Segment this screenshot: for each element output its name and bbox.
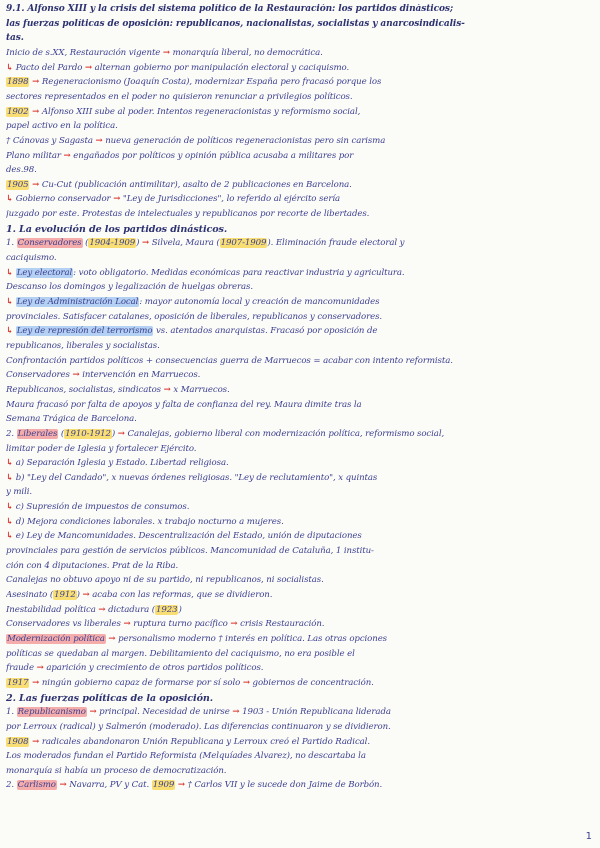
note-text: y mili. [6,487,33,498]
highlighted-term: 1923 [156,604,178,615]
note-text: dictadura ( [105,604,155,615]
note-text: fraude [6,663,37,674]
highlighted-term: 1912 [54,590,76,600]
note-line [6,502,594,513]
arrow-icon: ↳ [6,472,14,483]
note-text: e) Ley de Mancomunidades. Descentralización del Estado, unión de diputaciones [13,531,362,542]
arrow-icon: → [230,619,238,630]
note-text: 2. Las fuerzas políticas de la oposición. [6,692,214,704]
note-text: x Marruecos. [170,384,230,395]
note-line [6,487,594,498]
note-text: Silvela, Maura ( [149,238,220,249]
note-line [6,165,594,176]
note-line [6,546,594,557]
note-text: b) "Ley del Candado", x nuevas órdenes religiosas. "Ley de reclutamiento", x quintas [13,472,378,483]
note-text: ( [58,428,65,439]
arrow-icon: ↳ [6,531,14,542]
note-text: 1. [6,707,17,718]
note-text: republicanos, liberales y socialistas. [6,340,160,351]
arrow-icon: → [162,47,171,58]
arrow-icon: → [32,77,40,88]
note-text: intervención en Marruecos. [79,370,201,381]
note-text: Republicanos, socialistas, sindicatos [6,384,164,395]
note-text: principal. Necesidad de unirse [96,707,233,718]
note-line [6,121,594,132]
note-text: personalismo moderno † interés en política. Las otras opciones [115,633,387,644]
highlighted-term: 1904-1909 [89,238,136,249]
arrow-icon: → [117,428,125,439]
arrow-icon: ↳ [6,502,14,513]
highlighted-term: 1910-1912 [65,428,111,439]
arrow-icon: → [36,663,44,674]
arrow-icon: ↳ [6,516,14,527]
note-text: aparición y crecimiento de otros partidos políticos. [43,663,264,674]
note-line [6,107,594,118]
arrow-icon: → [242,677,250,688]
note-text: "Ley de Jurisdicciones", lo referido al ejército sería [120,194,340,205]
note-text: tas. [6,33,24,44]
note-text: caciquismo. [6,253,57,264]
note-text: gobiernos de concentración. [249,677,374,688]
note-line [6,326,594,337]
note-line [6,649,594,660]
note-line [6,575,594,586]
note-text: Los moderados fundan el Partido Reformista (Melquíades Álvarez), no descartaba la [6,751,366,762]
highlighted-term: 1898 [7,77,29,88]
note-line [6,473,594,484]
note-line [6,48,594,59]
arrow-icon: → [232,707,240,718]
note-text: crisis Restauración. [237,619,325,630]
highlighted-term: 1907-1909 [220,238,267,249]
highlighted-term: 1908 [7,736,29,747]
arrow-icon: → [63,150,71,161]
note-text: ) [111,428,118,439]
note-text: vs. atentados anarquistas. Fracasó por oposición de [153,326,378,337]
highlighted-term: Ley electoral [16,267,73,278]
note-text: 2. [6,428,17,439]
arrow-icon: → [82,590,90,600]
note-text: Pacto del Pardo [13,62,85,73]
note-line [6,297,594,308]
note-line [6,444,594,455]
note-text: Canalejas no obtuvo apoyo ni de su partido, ni republicanos, ni socialistas. [6,575,324,586]
note-line [6,268,594,279]
note-text: monarquía liberal, no democrática. [170,47,323,58]
note-text: † Carlos VII y le sucede don Jaime de Borbón. [184,780,383,791]
section-heading [6,224,594,235]
note-line [6,517,594,528]
arrow-icon: → [32,179,40,190]
arrow-icon: ↳ [6,297,14,307]
note-text: Inicio de s.XX, Restauración vigente [6,47,163,58]
note-text: Conservadores vs liberales [6,619,124,630]
note-text: 1. La evolución de los partidos dinásticos. [6,223,228,235]
highlighted-term: 1902 [7,106,29,117]
page-title [6,33,594,44]
note-line [6,356,594,367]
note-text: : mayor autonomía local y creación de mancomunidades [139,297,380,307]
note-text: ción con 4 diputaciones. Prat de la Riba. [6,560,179,571]
note-line [6,180,594,191]
note-line [6,77,594,88]
page-title [6,4,594,15]
highlighted-term: Carlismo [17,780,56,791]
note-line [6,341,594,352]
note-text: 2. [6,780,17,791]
arrow-icon: ↳ [6,194,14,205]
arrow-icon: → [32,736,40,747]
highlighted-term: Liberales [17,428,58,439]
section-heading [6,693,594,704]
note-text: 1903 - Unión Republicana liderada [239,707,391,718]
note-text: Confrontación partidos políticos + consecuencias guerra de Marruecos = acabar con intento reformista. [6,355,453,366]
note-line [6,209,594,220]
arrow-icon: → [89,707,97,718]
note-text: : voto obligatorio. Medidas económicas para reactivar industria y agricultura. [73,267,405,278]
note-line [6,590,594,601]
note-line [6,766,594,777]
note-text: Gobierno conservador [13,194,114,205]
note-text: Descanso los domingos y legalización de huelgas obreras. [6,282,253,293]
note-line [6,63,594,74]
note-text: Conservadores [6,370,73,381]
arrow-icon: ↳ [6,267,14,278]
arrow-icon: ↳ [6,62,14,73]
note-line [6,253,594,264]
arrow-icon: ↳ [6,458,14,469]
note-line [6,385,594,396]
note-text: ) [76,590,83,600]
note-line [6,136,594,147]
arrow-icon: → [32,677,40,688]
note-text: 1. [6,238,17,249]
note-line [6,751,594,762]
arrow-icon: ↳ [6,326,14,337]
arrow-icon: → [123,619,131,630]
highlighted-term: 1905 [7,179,29,190]
note-text: Navarra, PV y Cat. [66,780,152,791]
note-text: Alfonso XIII sube al poder. Intentos regeneracionistas y reformismo social, [39,106,361,117]
note-text: monarquía si había un proceso de democratización. [6,765,227,776]
highlighted-term: Ley de Administración Local [16,297,139,307]
note-line [6,282,594,293]
note-text: ). Eliminación fraude electoral y [267,238,405,249]
note-text: † Cánovas y Sagasta [6,135,96,146]
note-text: ) [136,238,143,249]
note-text: des.98. [6,165,37,176]
note-line [6,678,594,689]
arrow-icon: → [32,106,40,117]
note-line [6,312,594,323]
note-line [6,737,594,748]
note-text: políticas se quedaban al margen. Debilitamiento del caciquismo, no era posible el [6,648,355,659]
arrow-icon: → [177,780,185,791]
note-text: d) Mejora condiciones laborales. x trabajo nocturno a mujeres. [13,516,284,527]
note-text: Canalejas, gobierno liberal con modernización política, reformismo social, [124,428,445,439]
note-text: radicales abandonaron Unión Republicana y Lerroux creó el Partido Radical. [39,736,370,747]
note-text: Asesinato ( [6,590,54,600]
arrow-icon: → [98,604,106,615]
highlighted-term: Ley de represión del terrorismo [16,326,153,337]
note-text: Plano militar [6,150,64,161]
note-text: a) Separación Iglesia y Estado. Libertad religiosa. [13,458,229,469]
note-line [6,531,594,542]
note-line [6,414,594,425]
note-line [6,238,594,249]
note-line [6,561,594,572]
note-line [6,722,594,733]
note-text: Semana Trágica de Barcelona. [6,414,137,425]
note-text: c) Supresión de impuestos de consumos. [13,502,190,513]
note-text: Maura fracasó por falta de apoyos y falta de confianza del rey. Maura dimite tras la [6,399,362,410]
note-line [6,780,594,791]
note-text: 9.1. Alfonso XIII y la crisis del sistema político de la Restauración: los partidos dinásticos; [6,4,454,14]
highlighted-term: 1917 [7,677,29,688]
note-text: juzgado por este. Protestas de intelectuales y republicanos por recorte de libertades. [6,209,370,220]
note-line [6,458,594,469]
note-text: nueva generación de políticos regeneracionistas pero sin carisma [102,135,386,146]
note-text: Regeneracionismo (Joaquín Costa), modernizar España pero fracasó porque los [39,77,382,88]
arrow-icon: → [108,633,116,644]
arrow-icon: → [59,780,67,791]
highlighted-term: Republicanismo [17,707,86,718]
note-line [6,707,594,718]
highlighted-term: Conservadores [17,238,82,249]
highlighted-term: 1909 [152,780,175,791]
note-text: ruptura turno pacífico [130,619,231,630]
note-line [6,400,594,411]
arrow-icon: → [95,135,103,146]
note-line [6,151,594,162]
note-text: ( [82,238,89,249]
note-text: engañados por políticos y opinión pública acusaba a militares por [70,150,354,161]
note-text: papel activo en la política. [6,121,118,132]
arrow-icon: → [113,194,121,205]
arrow-icon: → [72,370,80,381]
note-text: ningún gobierno capaz de formarse por sí solo [39,677,243,688]
note-text: provinciales. Satisfacer catalanes, oposición de liberales, republicanos y conservadores. [6,311,383,322]
note-text: las fuerzas políticas de oposición: republicanos, nacionalistas, socialistas y anarcosindicalis- [6,18,465,29]
note-line [6,634,594,645]
highlighted-term: Modernización política [7,633,105,644]
note-text: Cu-Cut (publicación antimilitar), asalto de 2 publicaciones en Barcelona. [39,179,352,190]
note-text: acaba con las reformas, que se dividieron. [89,590,273,600]
note-text: provinciales para gestión de servicios públicos. Mancomunidad de Cataluña, 1 institu- [6,546,374,557]
note-text: Inestabilidad política [6,604,99,615]
note-line [6,429,594,440]
note-text: por Lerroux (radical) y Salmerón (moderado). Las diferencias continuaron y se dividieron. [6,721,391,732]
note-text: sectores representados en el poder no quisieron renunciar a privilegios políticos. [6,91,353,102]
note-line [6,370,594,381]
note-line [6,619,594,630]
page-title [6,19,594,30]
note-text: limitar poder de Iglesia y fortalecer Ejército. [6,443,197,454]
arrow-icon: → [142,238,150,249]
arrow-icon: → [163,384,171,395]
note-line [6,92,594,103]
note-line [6,194,594,205]
note-line [6,663,594,674]
note-text: alternan gobierno por manipulación electoral y caciquismo. [92,62,350,73]
note-text: ) [178,604,182,615]
note-line [6,605,594,616]
page-number: 1 [585,831,592,842]
arrow-icon: → [84,62,93,73]
